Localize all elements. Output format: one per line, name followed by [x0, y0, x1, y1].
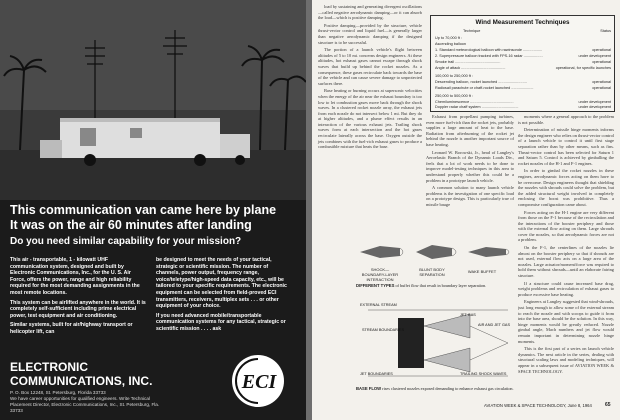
fig2-label: TRAILING SHOCK WAVES	[460, 372, 507, 376]
table-row: 100,000 to 250,000 ft :	[435, 74, 474, 78]
article-paragraph: The portion of a launch vehicle's flight between altitudes of 5 to 10 mi. concerns design engineers. At these altitudes, hot exhaust gases cannot escape through shock waves that build up behind the rocket nozzles. As a consequence, these gases recirculate back towards the base of the vehicle and can cause severe damage to unprotected surfaces there.	[318, 47, 422, 86]
fig1-caption-text: of buffet flow that result in boundary layer separation.	[395, 283, 487, 288]
logo-text: ECI	[241, 371, 277, 393]
table-row: 250,000 to 500,000 ft :	[435, 94, 474, 98]
article-paragraph: Base heating or burning occurs at supersonic velocities when the energy of the air near the exhaust boundary is too low to let combustion gases move back through the shock waves. In a clustered rocket nozzle array, the exhaust jets from each nozzle do not intersect below 1 mi. But they do at higher altitudes, and a plume effect results in an interaction of the various exhaust jets. Trailing shock waves form at each intersection and the hot gases recirculate laterally across the base. Oxygen outside the jets combines with the fuel-rich exhaust gases to produce a combustible mixture that heats the base.	[318, 88, 422, 150]
company-address	[10, 390, 160, 414]
ad-headline	[10, 203, 300, 233]
advertisement-page	[0, 0, 306, 420]
article-column-1	[318, 4, 422, 152]
fig2-label: AIR AND JET GAS	[478, 323, 511, 327]
article-paragraph: A common solution to many launch vehicle problems is the investigation of one specific load on a prototype design. This is particularly true of missile bauge	[426, 185, 514, 207]
company-name-line-2: COMMUNICATIONS, INC.	[10, 374, 153, 388]
fig1-label: BLUNT BODY SEPARATION	[419, 267, 445, 277]
fig1-label: SHOCK—BOUNDARY-LAYER INTERACTION	[361, 267, 399, 282]
fig2-caption-text: rises clustered nozzles exposed demanding to enhance exhaust gas circulation.	[382, 386, 514, 391]
article-paragraph: Determination of missile hinge moments informs the design engineer who relies on thrust-vector control of a launch vehicle to control it until first stage separation rather than by other means, such as fins. Thrust-vector control has been selected for Saturn 1 and Saturn 5. Control is achieved by gimballing the rocket nozzles of the H-1 and F-1 engines.	[518, 127, 614, 166]
eci-logo-icon	[232, 355, 284, 407]
article-page	[312, 0, 620, 420]
article-paragraph: If a structure could cause increased base drag, weight problems and recirculation of exhaust gases to produce excessive base heating.	[518, 280, 614, 297]
article-paragraph: Positive damping—provided by the structure, vehicle thrust-vector control and liquid fuel—is generally larger than negative aerodynamic damping if the designed structure is to be successful.	[318, 22, 422, 45]
company-name-line-1: ELECTRONIC	[10, 360, 88, 374]
table-row: 1. Standard meteorological balloon with rawinsonde .................. operational	[435, 48, 611, 52]
article-paragraph: Leonard W. Borowski, Jr., head of Langley's Aeroelastic Branch of the Dynamic Loads Div., feels that a lot of work needs to be done to improve model-testing techniques in this area to understand properly whether this could be a problem in a prototype launch vehicle.	[426, 149, 514, 183]
table-title: Wind Measurement Techniques	[475, 19, 570, 26]
article-paragraph: In order to gimbal the rocket nozzles in these engines, aerodynamic forces acting on them have to be overcome. Design engineers thought that shielding the nozzles with shrouds could solve the problem, but the added structural weight involved in completely enclosing the boost was prohibitive. Thus a compromise configuration came about.	[518, 168, 614, 207]
ad-paragraph: This system can be airlifted anywhere in the world. It is completely self-sufficient including prime electrical power, test equipment and air conditioning.	[10, 299, 146, 319]
ad-paragraph: be designed to meet the needs of your tactical, strategic or scientific mission. The number of channels, power output, frequency range, voice/teletype/high-speed data capacity, etc., will be tailored to your specific requirements. The electronic equipment can be selected from field-proved ECI transmitters, receivers, multiplex sets . . . or other equipment of your choice.	[156, 257, 287, 310]
article-column-3	[518, 114, 614, 398]
van-photo-illustration	[0, 0, 306, 200]
ad-paragraph: This air - transportable, 1 - kilowatt UHF communication system, designed and built by Electronic Communications, Inc., for the U. S. Air Force, offers the power, range and high reliability required for the most demanding assignments in the most remote locations.	[10, 257, 140, 296]
header-status: Status	[600, 29, 611, 33]
fig1-label: WAKE BUFFET	[467, 269, 497, 274]
header-technique: Technique	[463, 29, 481, 33]
article-paragraph: Forces acting on the H-1 engine are very different from those on the F-1 because of the recirculation and the interactions of the booster periphery and those with the external flow acting on them. Large shrouds cover the nozzles, so that aerodynamic forces are not a problem.	[518, 209, 614, 243]
page-footer: AVIATION WEEK & SPACE TECHNOLOGY, June 8, 1964	[484, 403, 592, 408]
fig2-caption	[356, 386, 516, 391]
headline-line-1: This communication van came here by plane	[10, 203, 277, 217]
fig2-label: EXTERNAL STREAM	[360, 303, 397, 307]
fig1-caption-title: DIFFERENT TYPES	[356, 283, 395, 288]
address-line: P. O. Box 12248, St. Petersburg, Florida 33733	[10, 390, 106, 395]
fig1-caption	[356, 283, 516, 288]
table-row: Radiosail parachute or chaff-rocket launched ..................... operational	[435, 86, 611, 90]
headline-line-2: It was on the air 60 minutes after landing	[10, 218, 252, 232]
ad-paragraph: Similar systems, built for air/highway transport or helicopter lift, can	[10, 322, 133, 335]
fig2-label: JET BOUNDARIES	[360, 372, 393, 376]
article-paragraph: This is the first part of a series on launch vehicle dynamics. The next article in the series, dealing with structural scaling laws and modeling techniques, will appear in a subsequent issue of AVIATION WEEK & SPACE TECHNOLOGY.	[518, 346, 614, 374]
fig2-caption-title: BASE FLOW	[356, 386, 382, 391]
article-paragraph: On the F-1, the centerlines of the nozzles lie almost on the booster periphery so that if shrouds are not used, external flow acts on a large area of the nozzles. Large actuator/moment/force was required to hold them without shrouds—until an elaborate fairing structure.	[518, 245, 614, 279]
article-column-2	[426, 114, 514, 238]
ad-body-left	[10, 257, 146, 339]
table-row: Smoke trail ........................................... operational	[435, 60, 611, 64]
article-paragraph: Engineers at Langley suggested that wind-shrouds, just long enough to allow some of the external stream to reach the nozzle and with scoops to guide it from into the base area, should be the solution. In this way, hinge moments would be greatly reduced. Nozzle gimbal angle, Mach numbers and jet flow would remain important in determining nozzle hinge moments.	[518, 299, 614, 344]
fig2-label: STREAM BOUNDARIES	[362, 328, 404, 332]
buffet-flow-diagram	[356, 240, 516, 264]
ad-paragraph: If you need advanced mobile/transportable communication systems for any tactical, strategic or scientific mission . . . . ask	[156, 312, 286, 332]
article-paragraph: load by sustaining and generating divergent oscillations—called negative aerodynamic damping—or it can absorb the load—which is positive damping.	[318, 4, 422, 21]
article-paragraph: Exhaust from propellant pumping turbines, even more fuel-rich than the rocket jets, probably supplies a large amount of heat to the base. Radiation from afterburning of the rocket jet behind the nozzle is another important source of base heating.	[426, 114, 514, 147]
table-row: Up to 70,000 ft :	[435, 36, 463, 40]
van-photo	[0, 0, 306, 200]
table-row: Chemiluminescence ......................................... under development	[435, 100, 611, 104]
table-row: 2. Superpressure balloon tracked with FPS-16 radar .................. under development	[435, 54, 611, 58]
table-row: Angle of attack .......................................... operational, for specific launches	[435, 66, 611, 70]
fig2-label: JET GAS	[460, 313, 476, 317]
company-name	[10, 360, 152, 388]
ad-body-right	[156, 257, 292, 336]
page-number: 65	[605, 402, 611, 408]
career-fine-print: We have career opportunities for qualified engineers. Write Technical Placement Director, Electronic Communications, Inc., St. Petersburg, Fla. 33733	[10, 396, 160, 413]
table-row: Ascending balloon	[435, 42, 467, 46]
ad-question: Do you need similar capability for your mission?	[10, 236, 242, 247]
table-row: Doppler radar chaff system ................................... under development	[435, 105, 611, 109]
table-row: Descending balloon, rocket launched ........................... operational	[435, 80, 611, 84]
article-paragraph: moments where a general approach to the problem is not possible.	[518, 114, 614, 125]
table-header	[435, 29, 611, 34]
wind-measurement-table	[430, 15, 615, 112]
